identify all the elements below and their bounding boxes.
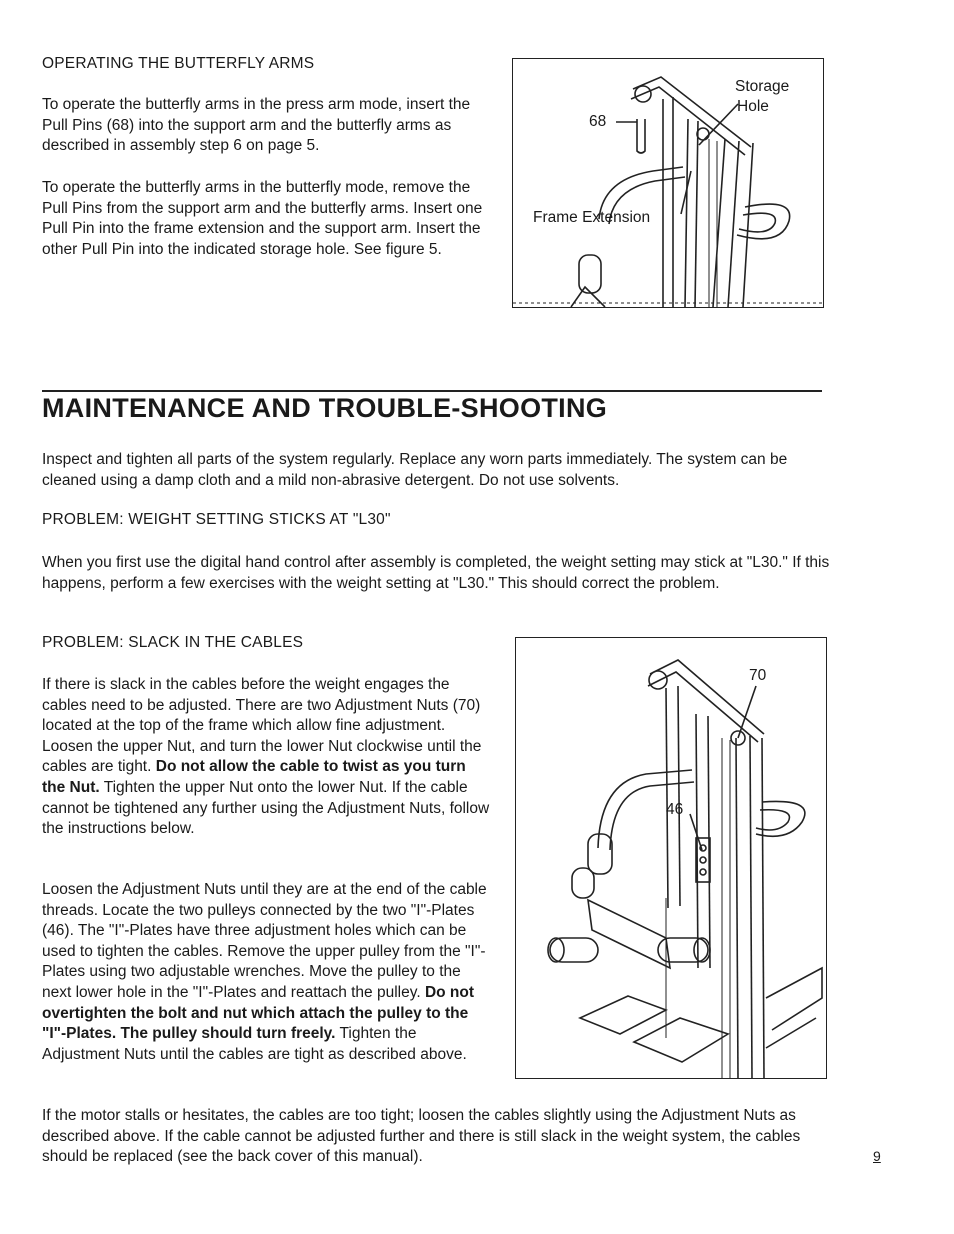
slack-p1-text-b: Tighten the upper Nut onto the lower Nut. If the cable cannot be tightened any further using the Adjustment Nuts, follow the instructions below.: [42, 778, 490, 838]
section-divider: [42, 390, 822, 392]
slack-p2-warning: Do not overtighten the bolt and nut which attach the pulley to the "I"-Plates. The pulley should turn freely.: [42, 983, 475, 1043]
slack-p2-text-a: Loosen the Adjustment Nuts until they are at the end of the cable threads. Locate the two pulleys connected by the two "I"-Plates (46). The "I"-Plates have three adjustment holes which can be used to tighten the cables. Remove the upper pulley from the "I"-Plates using two adjustable wrenches. Move the pulley to the next lower hole in the "I"-Plates and reattach the pulley.: [42, 881, 487, 1001]
frame-extension-label: Frame Extension: [533, 209, 651, 226]
part-68-label: 68: [589, 113, 607, 130]
problem-weight-heading: PROBLEM: WEIGHT SETTING STICKS AT "L30": [42, 511, 391, 528]
page-title: MAINTENANCE AND TROUBLE-SHOOTING: [42, 393, 608, 423]
machine-full-illustration: [516, 638, 826, 1078]
maintenance-intro: Inspect and tighten all parts of the system regularly. Replace any worn parts immediately. The system can be cleaned using a damp cloth and a mild non-abrasive detergent. Do not use solvents.: [42, 451, 788, 489]
slack-p2-text-b: Tighten the Adjustment Nuts until the cables are tight as described above.: [42, 1025, 467, 1063]
problem-slack-heading: PROBLEM: SLACK IN THE CABLES: [42, 634, 304, 651]
slack-paragraph-2: [42, 880, 492, 1065]
hole-label: Hole: [737, 98, 769, 115]
part-70-label: 70: [749, 667, 767, 684]
slack-paragraph-1: [42, 675, 492, 840]
storage-label: Storage: [735, 78, 790, 95]
part-46-label: 46: [666, 801, 684, 818]
closing-paragraph: If the motor stalls or hesitates, the cables are too tight; loosen the cables slightly using the Adjustment Nuts as described above. If the cable cannot be adjusted further and there is still slack in the weight system, the cables should be replaced (see the back cover of this manual).: [42, 1107, 801, 1166]
slack-p1-warning: Do not allow the cable to twist as you turn the Nut.: [42, 758, 466, 796]
problem-weight-body: When you first use the digital hand control after assembly is completed, the weight setting may stick at "L30." If this happens, perform a few exercises with the weight setting at "L30." This should correct the problem.: [42, 554, 830, 592]
page-number: 9: [873, 1148, 881, 1164]
figure-cable-adjustment: [515, 637, 827, 1079]
slack-p1-text-a: If there is slack in the cables before the weight engages the cables need to be adjusted. There are two Adjustment Nuts (70) located at the top of the frame which allow fine adjustment. Loosen the upper Nut, and turn the lower Nut clockwise until the cables are tight.: [42, 676, 482, 776]
butterfly-press-mode-paragraph: To operate the butterfly arms in the press arm mode, insert the Pull Pins (68) into the support arm and the butterfly arms as described in assembly step 6 on page 5.: [42, 96, 471, 155]
machine-top-illustration: [513, 59, 823, 307]
figure-pull-pin-storage: [512, 58, 824, 308]
butterfly-mode-paragraph: To operate the butterfly arms in the butterfly mode, remove the Pull Pins from the support arm and the butterfly arms. Insert one Pull Pin into the frame extension and the support arm. Insert the other Pull Pin into the indicated storage hole. See figure 5.: [42, 179, 483, 258]
section-heading-butterfly-arms: OPERATING THE BUTTERFLY ARMS: [42, 55, 315, 72]
